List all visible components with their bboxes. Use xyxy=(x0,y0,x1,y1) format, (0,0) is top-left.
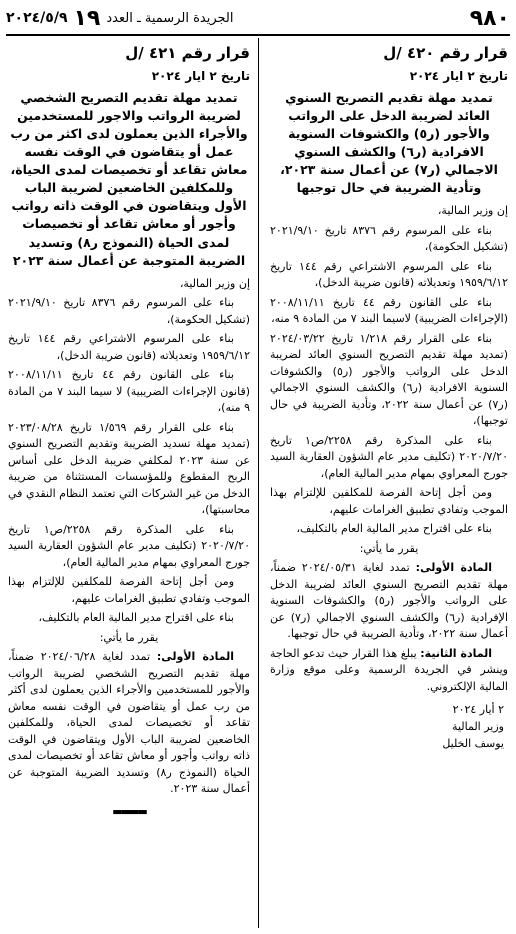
article xyxy=(8,649,250,798)
consideration: بناء على المرسوم رقم ٨٣٧٦ تاريخ ٢٠٢١/٩/١٠ (تشكيل الحكومة)، xyxy=(8,296,250,326)
issue-date: ٢٠٢٤/٥/٩ xyxy=(6,10,68,26)
header-issue-info xyxy=(6,6,233,31)
article-text: تمدد لغاية ٢٠٢٤/٠٥/٣١ ضمناً، مهلة تقديم التصريح السنوي العائد لضريبة الدخل على الرواتب والأجور (ر٥) والكشوفات السنوية الإفرادية (ر٦) والكشف السنوي الاجمالي (ر٧) عن أعمال سنة ٢٠٢٢، وتأدية الضريبة في حال توجبها. xyxy=(270,561,508,641)
consideration: ومن أجل إتاحة الفرصة للمكلفين للإلتزام بهذا الموجب وتفادي تطبيق الغرامات عليهم، xyxy=(8,575,250,605)
consideration: بناء على المذكرة رقم ٢٢٥٨/ص١ تاريخ ٢٠٢٠/٧/٢٠ (تكليف مدير عام الشؤون العقارية السيد جورج المعراوي بمهام مدير المالية العام)، xyxy=(270,433,508,480)
decision-title: قرار رقم ٤٢١ /ل xyxy=(125,44,250,62)
page-header xyxy=(6,4,510,32)
signature-block xyxy=(270,701,508,752)
decision-date: تاريخ ٢ ايار ٢٠٢٤ xyxy=(409,68,508,83)
decision-date: تاريخ ٢ ايار ٢٠٢٤ xyxy=(151,68,250,83)
consideration: بناء على اقتراح مدير المالية العام بالتكليف، xyxy=(38,611,234,625)
column-divider xyxy=(258,38,259,928)
header-rule xyxy=(6,34,510,36)
consideration: بناء على المرسوم الاشتراعي رقم ١٤٤ تاريخ ١٩٥٩/٦/١٢ وتعديلاته (قانون ضريبة الدخل)، xyxy=(8,332,250,362)
article-heading: المادة الثانية: xyxy=(420,646,493,660)
journal-title: الجريدة الرسمية ـ العدد xyxy=(106,10,234,26)
decision-subject: تمديد مهلة تقديم التصريح الشخصي لضريبة الرواتب والاجور للمستخدمين والأجراء الذين يعملون لدى اكثر من رب عمل أو يتقاضون في الوقت نفسه معاش تقاعد أو تخصيصات لمدى الحياة، وللمكلفين الخاضعين لضريبة الباب الأول ويتقاضون في الوقت ذاته رواتب وأجور أو معاش تقاعد أو تخصيصات لمدى الحياة (النموذج ر٨) وتسديد الضريبة المتوجبة عن أعمال سنة ٢٠٢٣ xyxy=(10,89,248,268)
consideration: بناء على المرسوم الاشتراعي رقم ١٤٤ تاريخ ١٩٥٩/٦/١٢ وتعديلاته (قانون ضريبة الدخل)، xyxy=(270,259,508,290)
consideration: ومن أجل إتاحة الفرصة للمكلفين للإلتزام بهذا الموجب وتفادي تطبيق الغرامات عليهم، xyxy=(270,486,508,516)
decision-421-column xyxy=(8,40,250,928)
decision-subject: تمديد مهلة تقديم التصريح السنوي العائد لضريبة الدخل على الرواتب والأجور (ر٥) والكشوفات السنوية الافرادية (ر٦) والكشف السنوي الاجمالي (ر٧) عن أعمال سنة ٢٠٢٣، وتأدية الضريبة في حال توجبها xyxy=(280,89,498,196)
decision-intro: إن وزير المالية، xyxy=(179,276,250,290)
consideration: بناء على المرسوم رقم ٨٣٧٦ تاريخ ٢٠٢١/٩/١٠ (تشكيل الحكومة)، xyxy=(270,223,508,254)
article-heading: المادة الأولى: xyxy=(415,561,492,575)
issue-number: ١٩ xyxy=(73,5,101,31)
decision-title: قرار رقم ٤٢٠ /ل xyxy=(383,44,508,62)
article-text: يبلغ هذا القرار حيث تدعو الحاجة وينشر في الجريدة الرسمية وعلى موقع وزارة المالية الإلكتروني. xyxy=(270,646,508,693)
consideration: بناء على القرار رقم ١/٢١٨ تاريخ ٢٠٢٤/٠٣/٢٢ (تمديد مهلة تقديم التصريح السنوي العائد لضريبة الدخل على الرواتب والأجور (ر٥) والكشوفات السنوية الافرادية (ر٦) والكشف السنوي الاجمالي (ر٧) عن أعمال سنة ٢٠٢٢، وتأدية الضريبة في حال توجبها)، xyxy=(270,331,508,428)
consideration: بناء على القانون رقم ٤٤ تاريخ ٢٠٠٨/١١/١١ (قانون الإجراءات الضريبية) لا سيما البند ٧ من المادة ٩ منه)، xyxy=(8,368,250,415)
signature-date: ٢ أيار ٢٠٢٤ xyxy=(452,703,504,717)
consideration: بناء على القانون رقم ٤٤ تاريخ ٢٠٠٨/١١/١١ (الإجراءات الضريبية) لاسيما البند ٧ من المادة ٩ منه، xyxy=(270,295,508,326)
consideration: بناء على المذكرة رقم ٢٢٥٨/ص١ تاريخ ٢٠٢٠/٧/٢٠ (تكليف مدير عام الشؤون العقارية السيد جورج المعراوي بمهام مدير المالية العام)، xyxy=(8,522,250,569)
decides-line: يقرر ما يأتي: xyxy=(99,630,159,644)
decision-intro: إن وزير المالية، xyxy=(437,204,508,218)
page-number: ٩٨٠ xyxy=(469,5,510,31)
consideration: بناء على القرار رقم ١/٥٦٩ تاريخ ٢٠٢٣/٠٨/٢٨ (تمديد مهلة تسديد الضريبة وتقديم التصريح السنوي عن سنة ٢٠٢٣ لمكلفي ضريبة الدخل على أساس الربح المقطوع وللمؤسسات المستثناة من ضريبة الدخل من غير الشركات التي تعتمد النظام النقدي في محاسبتها)، xyxy=(8,420,250,517)
article xyxy=(270,646,508,696)
signature-role: وزير المالية xyxy=(452,720,504,734)
article-text: تمدد لغاية ٢٠٢٤/٠٦/٢٨ ضمناً، مهلة تقديم التصريح الشخصي لضريبة الرواتب والأجور للمستخدمين والأجراء الذين يعملون لدى أكثر من رب عمل أو يتقاضون في الوقت نفسه معاش تقاعد أو تخصيصات لمدى الحياة، وللمكلفين الخاضعين لضريبة الباب الأول ويتقاضون في الوقت ذاته رواتب وأجور أو معاش تقاعد أو تخصيصات لمدى الحياة (النموذج ر٨) وتسديد الضريبة المتوجبة عن أعمال سنة ٢٠٢٣. xyxy=(8,650,250,796)
article xyxy=(270,560,508,643)
decision-420-column xyxy=(270,40,508,928)
end-separator: ▬▬▬▬ xyxy=(112,804,146,818)
signature-name: يوسف الخليل xyxy=(442,737,504,751)
article-heading: المادة الأولى: xyxy=(156,650,234,664)
consideration: بناء على اقتراح مدير المالية العام بالتكليف، xyxy=(296,522,492,536)
decides-line: يقرر ما يأتي: xyxy=(359,541,419,555)
